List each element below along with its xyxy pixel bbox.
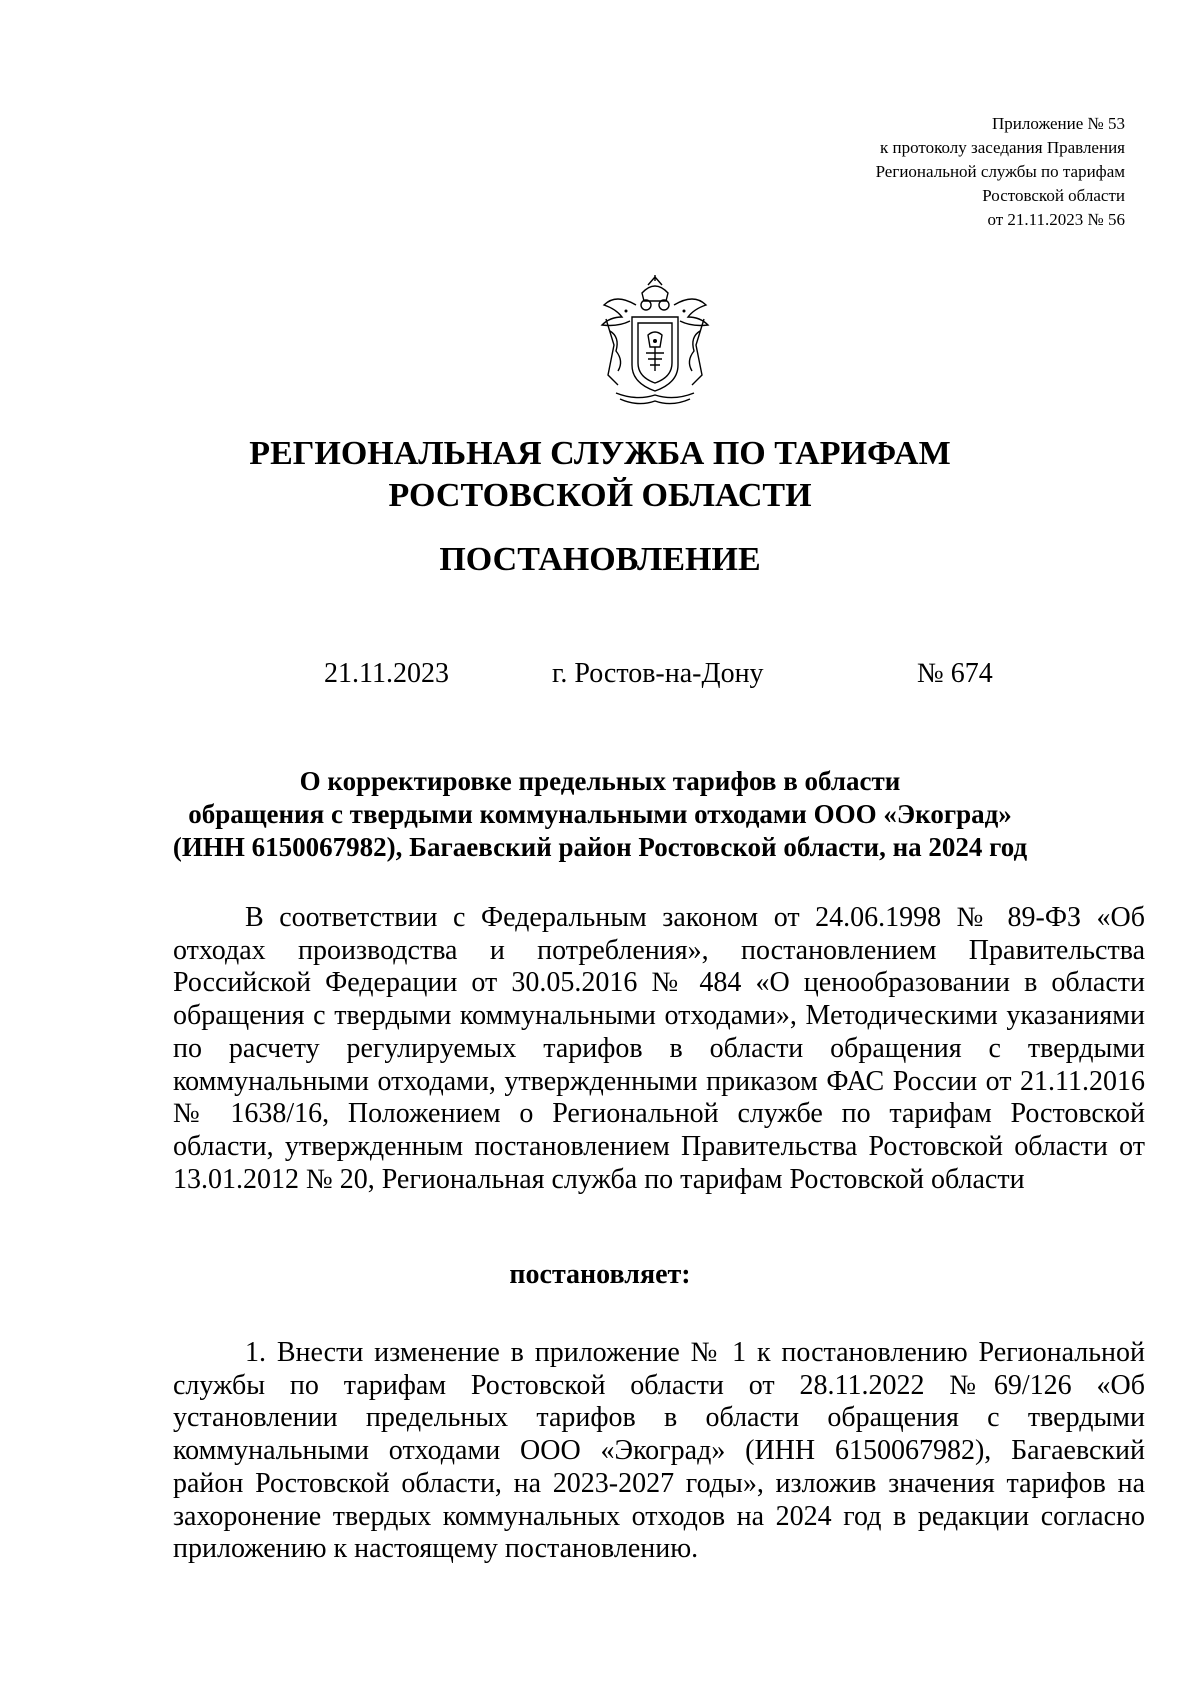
coat-of-arms-icon [596,275,714,407]
appendix-note [876,112,1125,232]
organization-name [0,433,1200,517]
subject-line: (ИНН 6150067982), Багаевский район Ростовской области, на 2024 год [172,832,1028,862]
document-number: № 674 [917,658,993,689]
organization-name-line: РЕГИОНАЛЬНАЯ СЛУЖБА ПО ТАРИФАМ [249,435,951,472]
appendix-line: Региональной службы по тарифам [875,162,1125,181]
appendix-line: Приложение № 53 [992,114,1125,133]
appendix-line: к протоколу заседания Правления [880,138,1125,157]
appendix-line: от 21.11.2023 № 56 [987,210,1125,229]
subject-line: О корректировке предельных тарифов в области [299,766,901,796]
organization-name-line: РОСТОВСКОЙ ОБЛАСТИ [388,477,812,514]
document-city: г. Ростов-на-Дону [552,658,764,689]
document-date: 21.11.2023 [324,658,449,689]
resolution-item-1: 1. Внести изменение в приложение № 1 к постановлению Региональной службы по тарифам Ростовской области от 28.11.2022 №69/126 «Об установлении предельных тарифов в области обращения с твердыми коммунальными отходами ООО «Экоград» (ИНН 6150067982), Багаевский район Ростовской области, на 2023-2027 годы», изложив значения тарифов на захоронение твердых коммунальных отходов на 2024 год в редакции согласно приложению к настоящему постановлению. [173,1337,1145,1565]
appendix-line: Ростовской области [982,186,1125,205]
document-subject [0,765,1200,864]
preamble-paragraph: В соответствии с Федеральным законом от 24.06.1998 № 89-ФЗ «Об отходах производства и потребления», постановлением Правительства Российской Федерации от 30.05.2016 № 484 «О ценообразовании в области обращения с твердыми коммунальными отходами», Методическими указаниями по расчету регулируемых тарифов в области обращения с твердыми коммунальными отходами, утвержденными приказом ФАС России от 21.11.2016 № 1638/16, Положением о Региональной службе по тарифам Ростовской области, утвержденным постановлением Правительства Ростовской области от 13.01.2012 № 20, Региональная служба по тарифам Ростовской области [173,902,1145,1195]
resolves-heading: постановляет: [509,1259,691,1290]
document-type: ПОСТАНОВЛЕНИЕ [439,541,761,578]
subject-line: обращения с твердыми коммунальными отходами ООО «Экоград» [188,799,1012,829]
